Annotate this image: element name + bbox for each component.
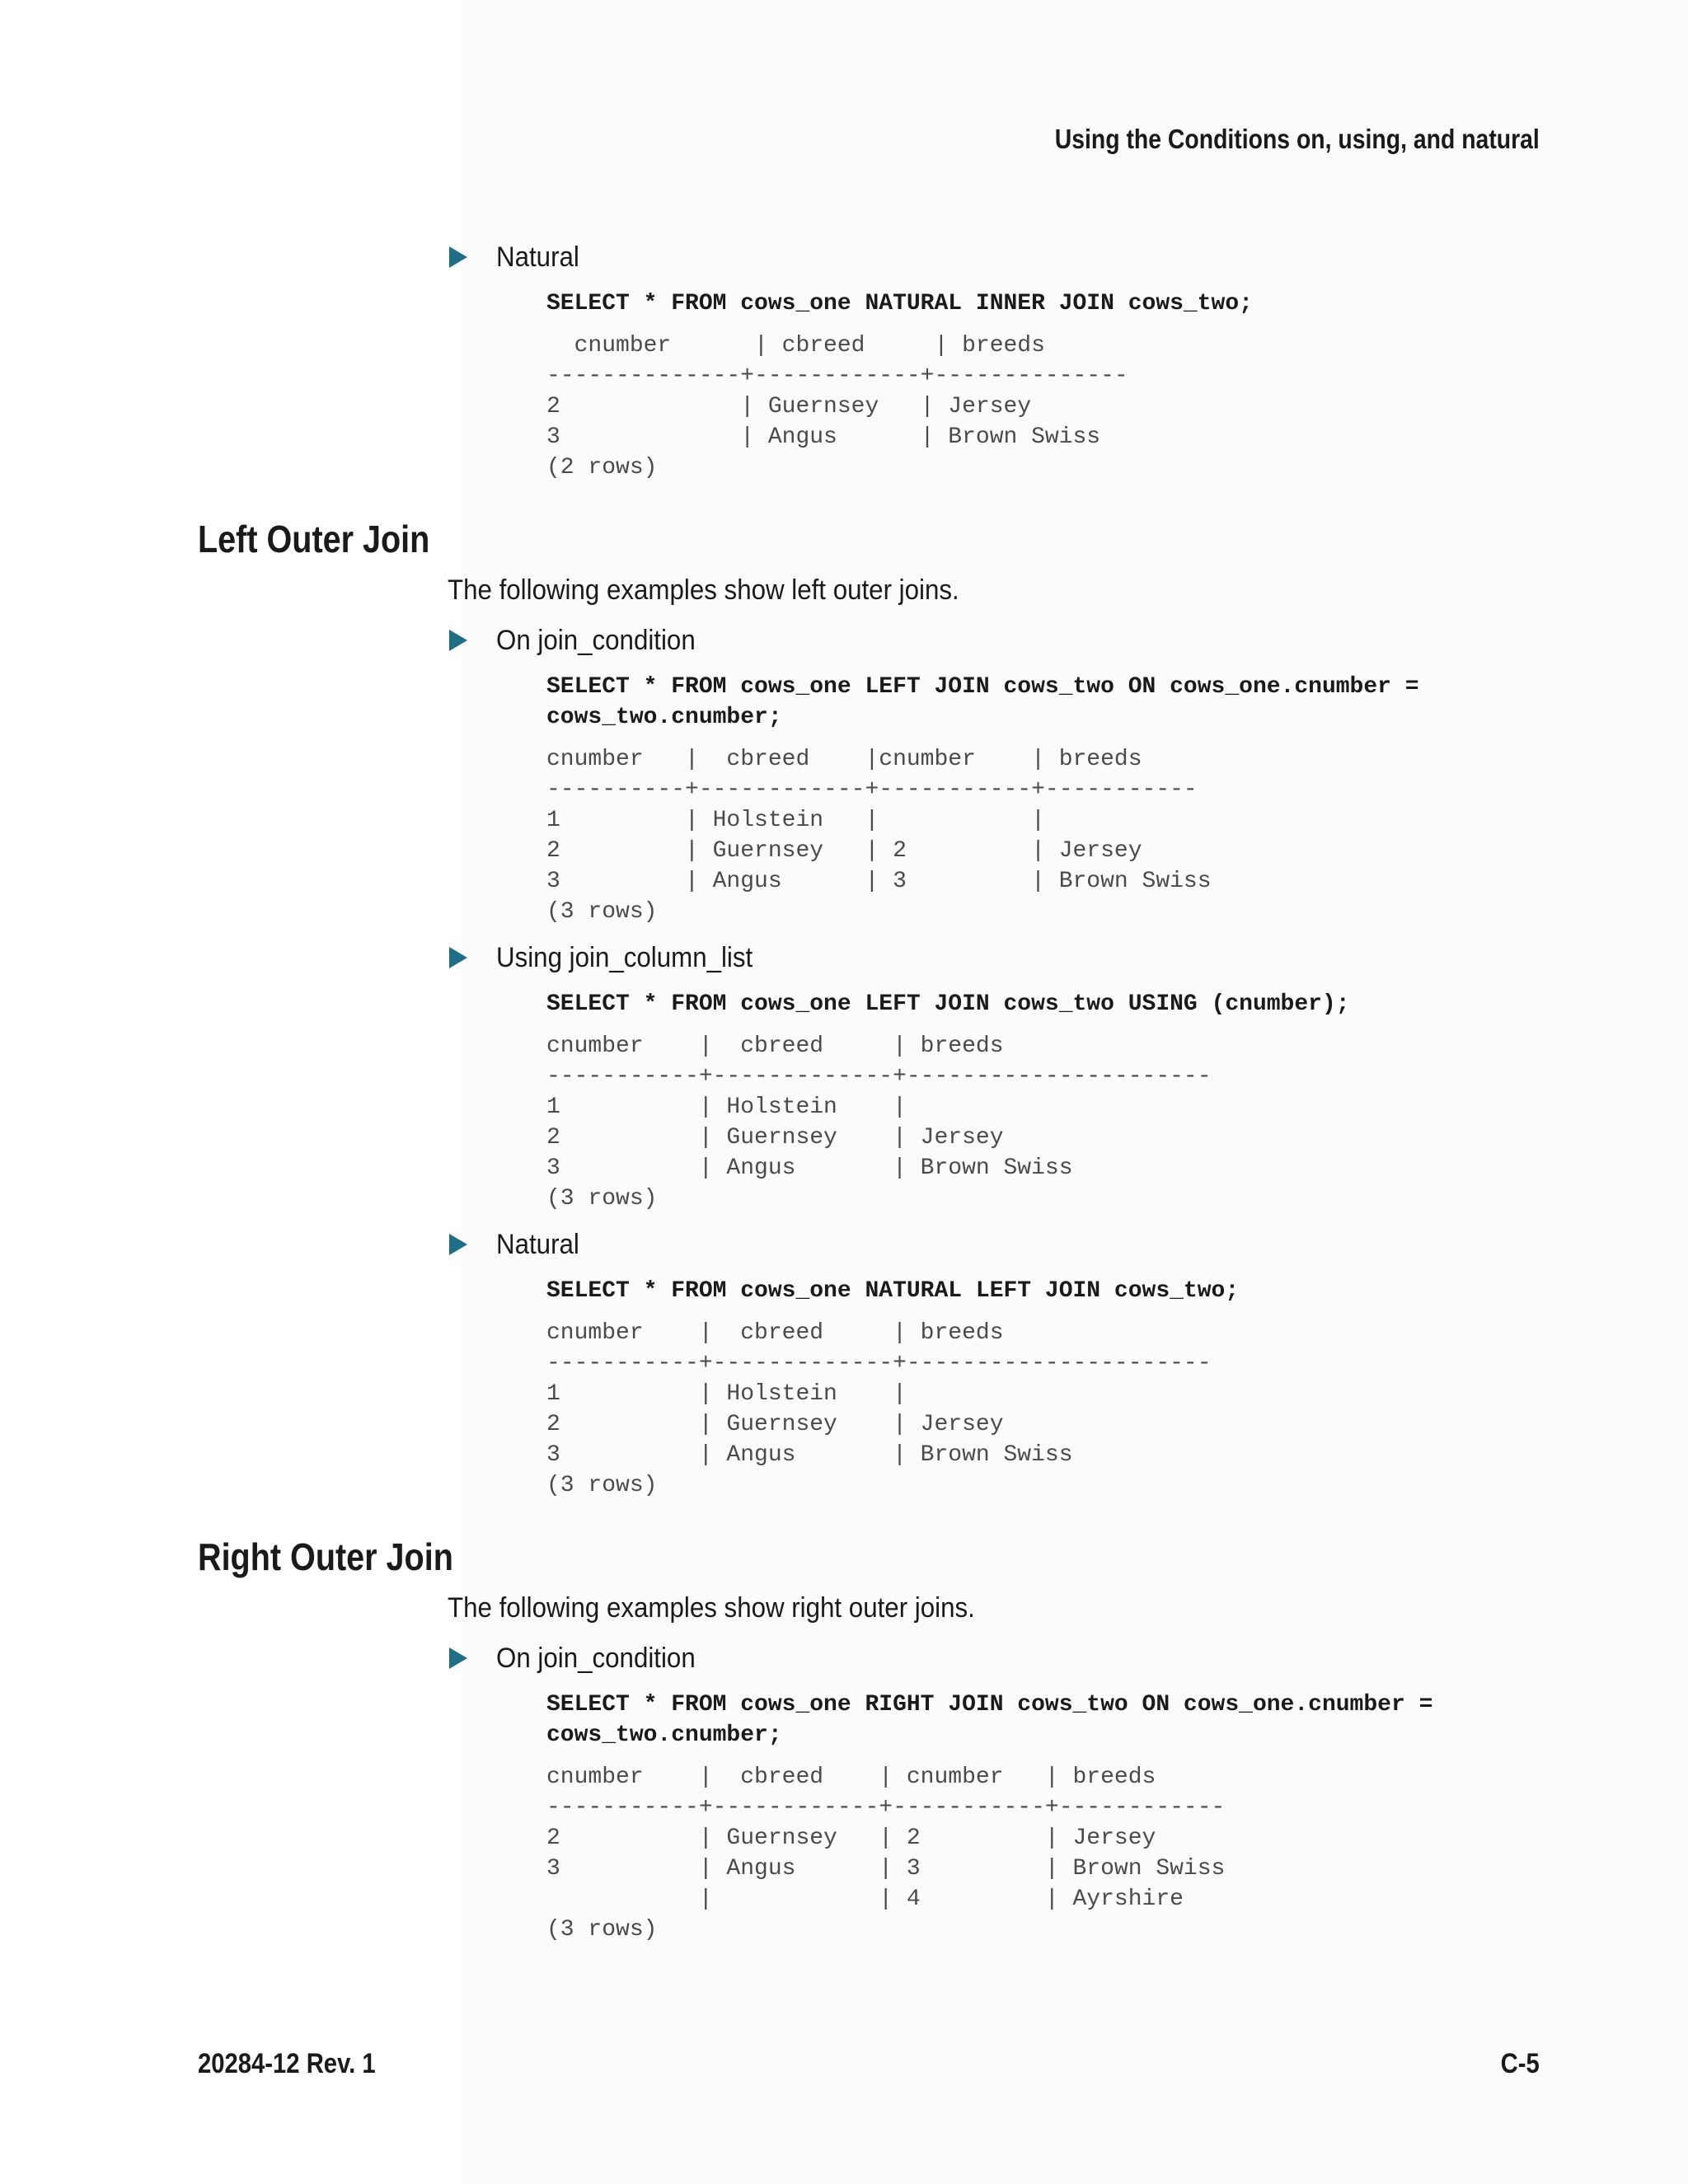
- query-output: cnumber | cbreed | breeds -----------+-------------+---------------------- 1 | Holstein | 2 | Guernsey | Jersey 3 | Angus | Brown Swiss (3 rows): [546, 1033, 1212, 1212]
- triangle-bullet-icon: [449, 1234, 467, 1255]
- sql-statement: SELECT * FROM cows_one NATURAL INNER JOIN cows_two;: [546, 291, 1253, 316]
- bullet-label: Natural: [496, 241, 579, 273]
- query-output: cnumber | cbreed | breeds --------------+------------+-------------- 2 | Guernsey | Jersey 3 | Angus | Brown Swiss (2 rows): [546, 333, 1128, 480]
- bullet-label: On join_condition: [496, 624, 696, 656]
- sql-statement: SELECT * FROM cows_one LEFT JOIN cows_two ON cows_one.cnumber = cows_two.cnumber;: [546, 674, 1419, 730]
- triangle-bullet-icon: [449, 246, 467, 268]
- footer-doc-number: 20284-12 Rev. 1: [198, 2048, 376, 2079]
- triangle-bullet-icon: [449, 947, 467, 968]
- bullet-label: Natural: [496, 1228, 579, 1260]
- sql-statement: SELECT * FROM cows_one LEFT JOIN cows_two USING (cnumber);: [546, 991, 1350, 1017]
- bullet-label: Using join_column_list: [496, 941, 753, 973]
- bullet-right-on: [449, 1642, 713, 1675]
- section-heading-right-outer-join: Right Outer Join: [198, 1535, 453, 1578]
- section-heading-left-outer-join: Left Outer Join: [198, 518, 430, 560]
- bullet-left-using: [449, 941, 775, 974]
- section-intro: The following examples show left outer joins.: [448, 574, 959, 606]
- bullet-left-natural: [449, 1228, 587, 1261]
- section-intro: The following examples show right outer joins.: [448, 1592, 975, 1624]
- triangle-bullet-icon: [449, 630, 467, 651]
- query-output: cnumber | cbreed |cnumber | breeds ----------+------------+-----------+----------- 1 | Holstein | | 2 | Guernsey | 2 | Jersey 3 | Angus | 3 | Brown Swiss (3 rows): [546, 747, 1212, 925]
- query-output: cnumber | cbreed | breeds -----------+-------------+---------------------- 1 | Holstein | 2 | Guernsey | Jersey 3 | Angus | Brown Swiss (3 rows): [546, 1320, 1212, 1498]
- sql-statement: SELECT * FROM cows_one NATURAL LEFT JOIN cows_two;: [546, 1278, 1240, 1304]
- running-header: Using the Conditions on, using, and natural: [1054, 124, 1540, 154]
- bullet-natural-inner: [449, 241, 587, 274]
- sql-statement: SELECT * FROM cows_one RIGHT JOIN cows_two ON cows_one.cnumber = cows_two.cnumber;: [546, 1692, 1433, 1748]
- footer-page-number: C-5: [1500, 2048, 1540, 2079]
- query-output: cnumber | cbreed | cnumber | breeds -----------+------------+-----------+------------ 2 | Guernsey | 2 | Jersey 3 | Angus | 3 | Brown Swiss | | 4 | Ayrshire (3 rows): [546, 1765, 1226, 1943]
- bullet-left-on: [449, 624, 713, 657]
- triangle-bullet-icon: [449, 1647, 467, 1669]
- bullet-label: On join_condition: [496, 1642, 696, 1674]
